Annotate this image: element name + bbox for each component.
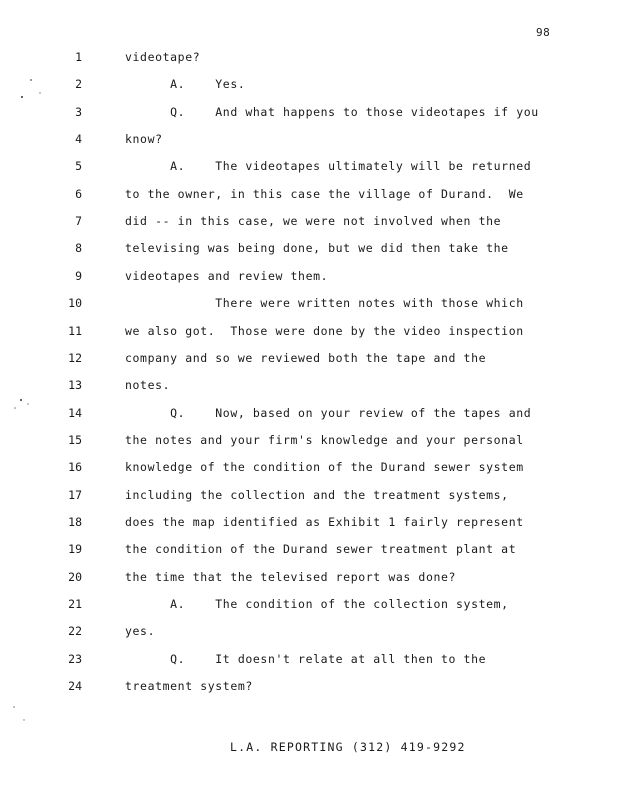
transcript-line <box>0 132 618 152</box>
line-text: televising was being done, but we did then take the <box>125 241 509 256</box>
line-number: 5 <box>75 159 82 174</box>
line-number: 14 <box>68 405 82 420</box>
line-text: There were written notes with those which <box>125 296 524 311</box>
line-number: 19 <box>68 542 82 557</box>
transcript-line <box>0 597 618 617</box>
line-text: to the owner, in this case the village of Durand. We <box>125 186 524 201</box>
line-number: 16 <box>68 460 82 475</box>
line-number: 20 <box>68 569 82 584</box>
transcript-line <box>0 652 618 672</box>
line-number: 7 <box>75 214 82 229</box>
transcript-line <box>0 214 618 234</box>
line-number: 8 <box>75 241 82 256</box>
transcript-line <box>0 50 618 70</box>
transcript-line <box>0 679 618 699</box>
line-text: the time that the televised report was done? <box>125 569 457 584</box>
line-text: treatment system? <box>125 679 253 694</box>
line-text: did -- in this case, we were not involved when the <box>125 214 502 229</box>
line-text: Q. And what happens to those videotapes if you <box>125 104 539 119</box>
transcript-line <box>0 241 618 261</box>
line-number: 13 <box>68 378 82 393</box>
line-number: 3 <box>75 104 82 119</box>
line-text: we also got. Those were done by the video inspection <box>125 323 524 338</box>
line-text: including the collection and the treatment systems, <box>125 487 509 502</box>
line-text: Q. Now, based on your review of the tapes and <box>125 405 532 420</box>
transcript-line <box>0 488 618 508</box>
line-number: 18 <box>68 514 82 529</box>
line-number: 21 <box>68 597 82 611</box>
line-number: 10 <box>68 296 82 311</box>
transcript-line <box>0 406 618 426</box>
reporter-footer: L.A. REPORTING (312) 419-9292 <box>230 740 466 754</box>
line-text: A. The condition of the collection system, <box>125 597 509 611</box>
transcript-line <box>0 378 618 398</box>
line-number: 24 <box>68 679 82 694</box>
line-text: A. Yes. <box>125 77 246 92</box>
page-number: 98 <box>536 26 551 39</box>
line-text: A. The videotapes ultimately will be returned <box>125 159 532 174</box>
transcript-line <box>0 159 618 179</box>
transcript-line <box>0 296 618 316</box>
line-text: notes. <box>125 378 171 393</box>
transcript-line <box>0 542 618 562</box>
transcript-line <box>0 351 618 371</box>
line-number: 1 <box>75 50 82 64</box>
transcript-line <box>0 515 618 535</box>
transcript-line <box>0 324 618 344</box>
transcript-line <box>0 433 618 453</box>
line-text: videotapes and review them. <box>125 268 329 283</box>
transcript-line <box>0 460 618 480</box>
line-text: know? <box>125 132 163 147</box>
transcript-line <box>0 105 618 125</box>
line-number: 9 <box>75 268 82 283</box>
transcript-line <box>0 77 618 97</box>
line-number: 23 <box>68 651 82 666</box>
transcript-line <box>0 187 618 207</box>
line-text: yes. <box>125 624 156 639</box>
line-text: the notes and your firm's knowledge and your personal <box>125 432 524 447</box>
line-number: 12 <box>68 350 82 365</box>
line-text: the condition of the Durand sewer treatment plant at <box>125 542 517 557</box>
line-number: 2 <box>75 77 82 92</box>
line-number: 4 <box>75 132 82 147</box>
transcript-line <box>0 624 618 644</box>
line-text: Q. It doesn't relate at all then to the <box>125 651 487 666</box>
transcript-line <box>0 570 618 590</box>
line-text: does the map identified as Exhibit 1 fairly represent <box>125 514 524 529</box>
line-number: 22 <box>68 624 82 639</box>
transcript-line <box>0 269 618 289</box>
line-number: 15 <box>68 432 82 447</box>
line-number: 11 <box>68 323 82 338</box>
line-number: 17 <box>68 487 82 502</box>
line-number: 6 <box>75 186 82 201</box>
line-text: knowledge of the condition of the Durand sewer system <box>125 460 524 475</box>
line-text: videotape? <box>125 50 201 64</box>
line-text: company and so we reviewed both the tape and the <box>125 350 487 365</box>
